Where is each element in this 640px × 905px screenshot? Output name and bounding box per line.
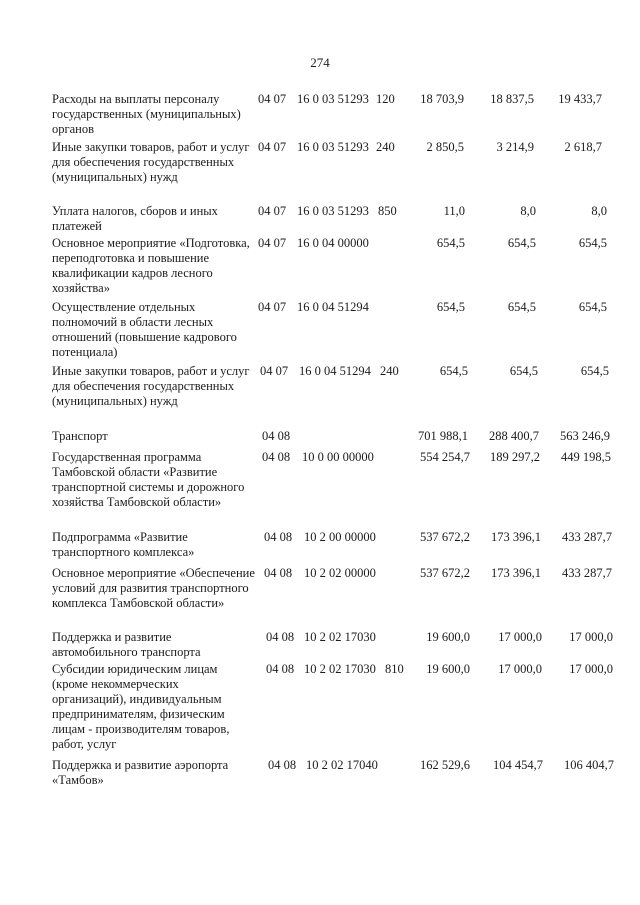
row-amount-2: 8,0 bbox=[520, 204, 536, 218]
row-name: Иные закупки товаров, работ и услуг для обеспечения государственных (муниципальных) нужд bbox=[52, 364, 250, 408]
row-amount-1: 537 672,2 bbox=[420, 530, 470, 544]
row-amount-3: 2 618,7 bbox=[564, 140, 602, 154]
row-amount-2: 654,5 bbox=[509, 364, 538, 378]
row-target-code: 10 2 02 00000 bbox=[304, 566, 376, 580]
row-amount-1: 18 703,9 bbox=[420, 92, 464, 106]
row-amount-3: 654,5 bbox=[580, 364, 609, 378]
row-amount-1: 701 988,1 bbox=[418, 429, 468, 443]
row-amount-1: 537 672,2 bbox=[420, 566, 470, 580]
row-section: 04 07 bbox=[260, 364, 289, 378]
row-target-code: 10 2 00 00000 bbox=[304, 530, 376, 544]
row-amount-3: 449 198,5 bbox=[561, 450, 611, 464]
row-amount-2: 17 000,0 bbox=[498, 662, 542, 676]
row-amount-1: 2 850,5 bbox=[426, 140, 464, 154]
row-name: Расходы на выплаты персоналу государственных (муниципальных) органов bbox=[52, 92, 241, 136]
row-amount-3: 433 287,7 bbox=[562, 566, 612, 580]
row-section: 04 07 bbox=[258, 92, 287, 106]
row-amount-2: 288 400,7 bbox=[489, 429, 539, 443]
row-name: Подпрограмма «Развитие транспортного комплекса» bbox=[52, 530, 195, 559]
row-name: Поддержка и развитие автомобильного транспорта bbox=[52, 630, 201, 659]
row-amount-3: 106 404,7 bbox=[564, 758, 614, 772]
row-section: 04 07 bbox=[258, 236, 287, 250]
row-target-code: 16 0 04 51294 bbox=[299, 364, 371, 378]
row-section: 04 08 bbox=[264, 530, 293, 544]
row-target-code: 10 2 02 17030 bbox=[304, 630, 376, 644]
row-amount-2: 173 396,1 bbox=[491, 566, 541, 580]
row-amount-1: 554 254,7 bbox=[420, 450, 470, 464]
row-amount-3: 8,0 bbox=[591, 204, 607, 218]
row-section: 04 07 bbox=[258, 140, 287, 154]
row-section: 04 07 bbox=[258, 300, 287, 314]
row-target-code: 10 2 02 17030 bbox=[304, 662, 376, 676]
row-amount-2: 18 837,5 bbox=[490, 92, 534, 106]
row-amount-2: 104 454,7 bbox=[493, 758, 543, 772]
row-expense-type: 240 bbox=[376, 140, 395, 154]
row-amount-3: 433 287,7 bbox=[562, 530, 612, 544]
row-expense-type: 850 bbox=[378, 204, 397, 218]
row-name: Основное мероприятие «Обеспечение условий для развития транспортного комплекса Тамбовской области» bbox=[52, 566, 255, 610]
row-target-code: 10 0 00 00000 bbox=[302, 450, 374, 464]
row-expense-type: 810 bbox=[385, 662, 404, 676]
row-name: Поддержка и развитие аэропорта «Тамбов» bbox=[52, 758, 229, 787]
row-amount-2: 654,5 bbox=[507, 236, 536, 250]
row-target-code: 16 0 03 51293 bbox=[297, 204, 369, 218]
row-target-code: 16 0 04 00000 bbox=[297, 236, 369, 250]
row-section: 04 07 bbox=[258, 204, 287, 218]
row-section: 04 08 bbox=[262, 450, 291, 464]
row-section: 04 08 bbox=[262, 429, 291, 443]
row-target-code: 16 0 04 51294 bbox=[297, 300, 369, 314]
row-section: 04 08 bbox=[266, 630, 295, 644]
row-amount-1: 19 600,0 bbox=[426, 630, 470, 644]
row-target-code: 16 0 03 51293 bbox=[297, 140, 369, 154]
row-section: 04 08 bbox=[264, 566, 293, 580]
row-expense-type: 240 bbox=[380, 364, 399, 378]
row-name: Государственная программа Тамбовской области «Развитие транспортной системы и дорожного хозяйства Тамбовской области» bbox=[52, 450, 245, 509]
row-target-code: 10 2 02 17040 bbox=[306, 758, 378, 772]
row-section: 04 08 bbox=[266, 662, 295, 676]
row-name: Субсидии юридическим лицам (кроме некоммерческих организаций), индивидуальным предпринимателям, физическим лицам - производителям товаров, работ, услуг bbox=[52, 662, 230, 751]
row-name: Осуществление отдельных полномочий в области лесных отношений (повышение кадрового потенциала) bbox=[52, 300, 237, 359]
row-amount-1: 654,5 bbox=[436, 300, 465, 314]
row-amount-3: 17 000,0 bbox=[569, 630, 613, 644]
row-amount-2: 17 000,0 bbox=[498, 630, 542, 644]
row-section: 04 08 bbox=[268, 758, 297, 772]
row-amount-2: 3 214,9 bbox=[496, 140, 534, 154]
row-amount-3: 654,5 bbox=[578, 300, 607, 314]
row-target-code: 16 0 03 51293 bbox=[297, 92, 369, 106]
row-amount-3: 17 000,0 bbox=[569, 662, 613, 676]
row-expense-type: 120 bbox=[376, 92, 395, 106]
row-amount-3: 563 246,9 bbox=[560, 429, 610, 443]
row-name: Уплата налогов, сборов и иных платежей bbox=[52, 204, 218, 233]
row-amount-3: 654,5 bbox=[578, 236, 607, 250]
row-name: Основное мероприятие «Подготовка, переподготовка и повышение квалификации кадров лесного хозяйства» bbox=[52, 236, 250, 295]
row-amount-2: 189 297,2 bbox=[490, 450, 540, 464]
row-amount-1: 654,5 bbox=[439, 364, 468, 378]
row-name: Иные закупки товаров, работ и услуг для обеспечения государственных (муниципальных) нужд bbox=[52, 140, 250, 184]
page-number: 274 bbox=[310, 55, 330, 70]
row-amount-1: 162 529,6 bbox=[420, 758, 470, 772]
row-amount-2: 654,5 bbox=[507, 300, 536, 314]
row-name: Транспорт bbox=[52, 429, 108, 443]
row-amount-3: 19 433,7 bbox=[558, 92, 602, 106]
row-amount-1: 19 600,0 bbox=[426, 662, 470, 676]
row-amount-1: 654,5 bbox=[436, 236, 465, 250]
row-amount-2: 173 396,1 bbox=[491, 530, 541, 544]
row-amount-1: 11,0 bbox=[443, 204, 465, 218]
